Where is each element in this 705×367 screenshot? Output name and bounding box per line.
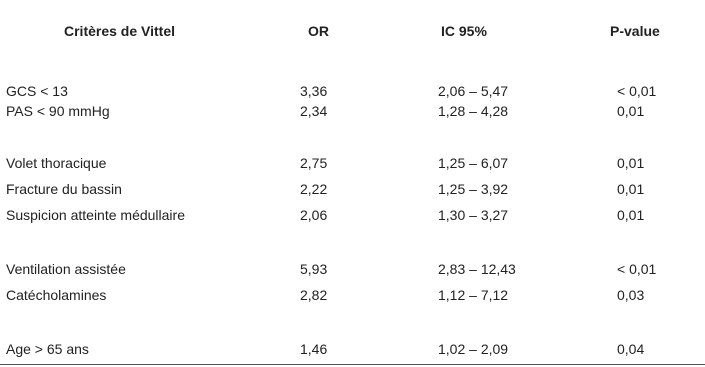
row-or: 2,22 (300, 181, 328, 197)
row-or: 2,06 (300, 207, 328, 223)
row-ci: 1,02 – 2,09 (438, 341, 509, 357)
row-p-value: 0,03 (617, 287, 645, 303)
row-ci: 1,25 – 6,07 (438, 155, 509, 171)
row-or: 1,46 (300, 341, 328, 357)
row-or: 2,82 (300, 287, 328, 303)
row-p-value: 0,01 (617, 155, 645, 171)
row-p-value: 0,01 (617, 103, 645, 119)
table-bottom-rule (0, 364, 705, 365)
row-or: 5,93 (300, 261, 328, 277)
row-criterion: Ventilation assistée (6, 261, 126, 277)
row-p-value: 0,01 (617, 207, 645, 223)
row-criterion: GCS < 13 (6, 83, 68, 99)
row-ci: 2,83 – 12,43 (438, 261, 516, 277)
row-criterion: Fracture du bassin (6, 181, 122, 197)
row-criterion: PAS < 90 mmHg (6, 103, 110, 119)
row-p-value: 0,01 (617, 181, 645, 197)
header-ci: IC 95% (441, 23, 487, 39)
row-or: 3,36 (300, 83, 328, 99)
row-criterion: Catécholamines (6, 287, 107, 303)
row-p-value: 0,04 (617, 341, 645, 357)
header-or: OR (308, 23, 329, 39)
header-p-value: P-value (610, 23, 660, 39)
row-ci: 2,06 – 5,47 (438, 83, 509, 99)
header-criteria: Critères de Vittel (64, 23, 176, 39)
row-p-value: < 0,01 (617, 261, 657, 277)
row-criterion: Suspicion atteinte médullaire (6, 207, 185, 223)
row-ci: 1,25 – 3,92 (438, 181, 509, 197)
row-criterion: Age > 65 ans (6, 341, 89, 357)
row-ci: 1,30 – 3,27 (438, 207, 509, 223)
row-criterion: Volet thoracique (6, 155, 107, 171)
row-or: 2,34 (300, 103, 328, 119)
row-ci: 1,28 – 4,28 (438, 103, 509, 119)
row-or: 2,75 (300, 155, 328, 171)
row-p-value: < 0,01 (617, 83, 657, 99)
row-ci: 1,12 – 7,12 (438, 287, 509, 303)
